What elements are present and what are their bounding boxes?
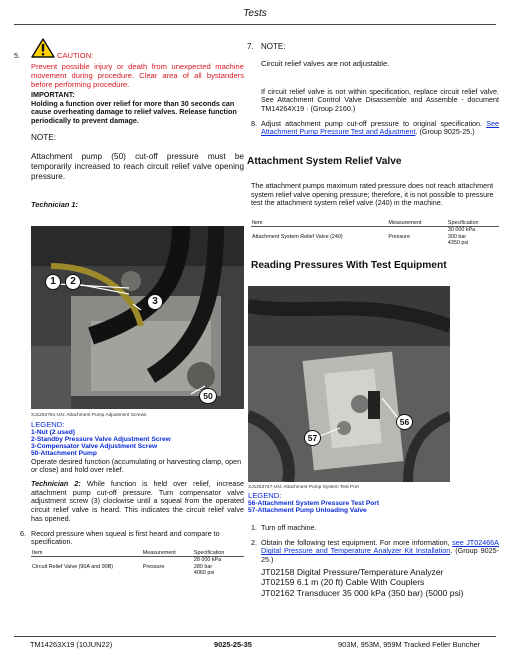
list-item: JT02162 Transducer 35 000 kPa (350 bar) (5000 psi) <box>261 587 464 598</box>
legend2-item-1: 56-Attachment System Pressure Test Port <box>248 500 380 507</box>
right-table-spec <box>447 227 499 247</box>
table-row <box>31 557 244 577</box>
technician2-paragraph <box>31 480 244 523</box>
legend1-item-3: 3-Compensator Valve Adjustment Screw <box>31 443 158 450</box>
legend1-title: LEGEND: <box>31 420 65 429</box>
caution-text: Prevent possible injury or death from unexpected machine movement during procedure. Clear area of all bystanders before performing procedure. <box>31 62 244 90</box>
right-table-header-item: Item <box>251 220 387 227</box>
left-spec-psi: 4060 psi <box>193 570 215 577</box>
callout-2: 2 <box>65 274 81 290</box>
left-spec-bar: 280 bar <box>193 563 213 570</box>
right-table-header-spec: Specification <box>447 220 499 227</box>
left-table-header-measurement: Measurement <box>142 550 193 557</box>
right-spec-kpa: 30 000 kPa <box>447 227 476 234</box>
list-item: JT02159 6.1 m (20 ft) Cable With Couplers <box>261 577 425 588</box>
footer-page-number: 9025-25-35 <box>214 640 252 649</box>
equipment-list <box>261 567 499 598</box>
step-number-6: 6. <box>20 529 26 538</box>
step7-text: If circuit relief valve is not within specification, replace circuit relief valve. See Attachment Control Valve Disassemble and Assemble - document TM14264X19 · (Group 2160.) <box>261 87 499 113</box>
left-table-header-spec: Specification <box>193 550 244 557</box>
technician2-label: Technician 2: <box>31 479 81 488</box>
analyzer-kit-installation-link[interactable]: see JT02466A Digital Pressure and Temperature Analyzer Kit Installation <box>261 538 499 556</box>
note-label: NOTE: <box>31 133 57 142</box>
important-label: IMPORTANT: <box>31 90 75 99</box>
legend1-item-1: 1-Nut (2 used) <box>31 429 75 436</box>
left-table-item: Circuit Relief Valve (90A and 90B) <box>32 563 114 570</box>
step6-text: Record pressure when squeal is first heard and compare to specification. <box>31 529 220 547</box>
header-rule <box>14 24 496 25</box>
left-column <box>14 36 244 636</box>
footer-machine-models: 903M, 953M, 959M Tracked Feller Buncher <box>338 640 481 649</box>
step2-paragraph <box>261 539 499 564</box>
warning-triangle-icon <box>31 38 55 58</box>
test-port-photo <box>248 286 450 482</box>
table-row <box>251 227 499 247</box>
legend1-item-2: 2-Standby Pressure Valve Adjustment Screw <box>31 436 171 443</box>
attachment-pump-photo <box>31 226 244 409</box>
technician2-text: While function is held over relief, increase attachment pump cut-off pressure. Turn compensator valve adjustment screw (3) clockwise until a squeal from the operated circuit relief valve is heard. This indicates the circuit relief valve has opened. <box>31 479 245 523</box>
right-column <box>247 36 499 636</box>
left-spec-table-wrap <box>31 550 244 577</box>
left-table-spec <box>193 557 244 577</box>
step-number-1: 1. <box>251 523 257 532</box>
step8-tail: . (Group 9025-25.) <box>415 127 475 137</box>
important-text: Holding a function over relief for more than 30 seconds can cause overheating damage to relief valves. Release function periodically to prevent damage. <box>31 99 237 125</box>
callout-50: 50 <box>199 388 217 404</box>
photo2-caption: XJ1263747-UN: Attachment Pump System Test Port <box>248 485 359 490</box>
legend1-item-4: 50-Attachment Pump <box>31 450 97 457</box>
left-table-measurement: Pressure <box>142 563 165 570</box>
test-port-illustration <box>248 286 450 482</box>
section1-text: The attachment pumps maximum rated pressure does not reach attachment system relief valve opening pressure; therefore, it is not possible to pressure test the attachment system relief valve (240) in the machine. <box>251 181 494 208</box>
right-spec-table <box>251 220 499 247</box>
right-table-header-measurement: Measurement <box>387 220 447 227</box>
callout-56: 56 <box>396 414 413 430</box>
left-table-header-item: Item <box>31 550 142 557</box>
pump-illustration <box>31 226 244 409</box>
list-item: JT02158 Digital Pressure/Temperature Analyzer <box>261 567 444 577</box>
page-header-title: Tests <box>243 8 267 19</box>
legend2-title: LEGEND: <box>248 491 282 500</box>
legend2-item-2: 57-Attachment Pump Unloading Valve <box>248 507 367 514</box>
right-spec-bar: 300 bar <box>447 233 467 240</box>
step1-text: Turn off machine. <box>261 523 317 532</box>
caution-label: CAUTION: <box>57 51 94 60</box>
left-spec-kpa: 28 000 kPa <box>193 557 222 564</box>
callout-1: 1 <box>45 274 61 290</box>
step7-note-text: Circuit relief valves are not adjustable. <box>261 59 390 68</box>
section-title-relief-valve: Attachment System Relief Valve <box>247 156 402 167</box>
callout-57: 57 <box>304 430 321 446</box>
pressure-test-adjustment-link[interactable]: See Attachment Pump Pressure Test and Adjustment <box>261 119 499 137</box>
footer-rule <box>14 636 496 637</box>
step2-text: Obtain the following test equipment. For more information, <box>261 538 450 547</box>
right-table-item: Attachment System Relief Valve (240) <box>252 233 343 240</box>
note-text: Attachment pump (50) cut-off pressure must be temporarily increased to reach circuit relief valve opening pressure. <box>31 152 244 181</box>
step8-text: Adjust attachment pump cut-off pressure to original specification. <box>261 119 483 128</box>
photo1-caption: XJ1263781-UN: Attachment Pump Adjustment Screws <box>31 413 147 418</box>
footer-document-id: TM14263X19 (10JUN22) <box>30 640 113 649</box>
step8-paragraph <box>261 120 499 137</box>
right-table-measurement: Pressure <box>388 233 410 240</box>
right-spec-table-wrap <box>251 220 499 247</box>
section-title-reading-pressures: Reading Pressures With Test Equipment <box>251 260 447 271</box>
left-spec-table <box>31 550 244 577</box>
technician1-label: Technician 1: <box>31 200 78 209</box>
step-number-5: 5. <box>14 51 20 60</box>
step2-tail: . (Group 9025-25.) <box>261 546 499 564</box>
operate-text: Operate desired function (accumulating or harvesting clamp, open or close) and hold over relief. <box>31 457 242 475</box>
step7-note-label: NOTE: <box>261 42 286 51</box>
step-number-7: 7. <box>247 42 254 51</box>
callout-3: 3 <box>147 294 163 310</box>
right-spec-psi: 4350 psi <box>447 240 469 247</box>
step-number-2: 2. <box>251 538 257 547</box>
step-number-8: 8. <box>251 119 257 128</box>
